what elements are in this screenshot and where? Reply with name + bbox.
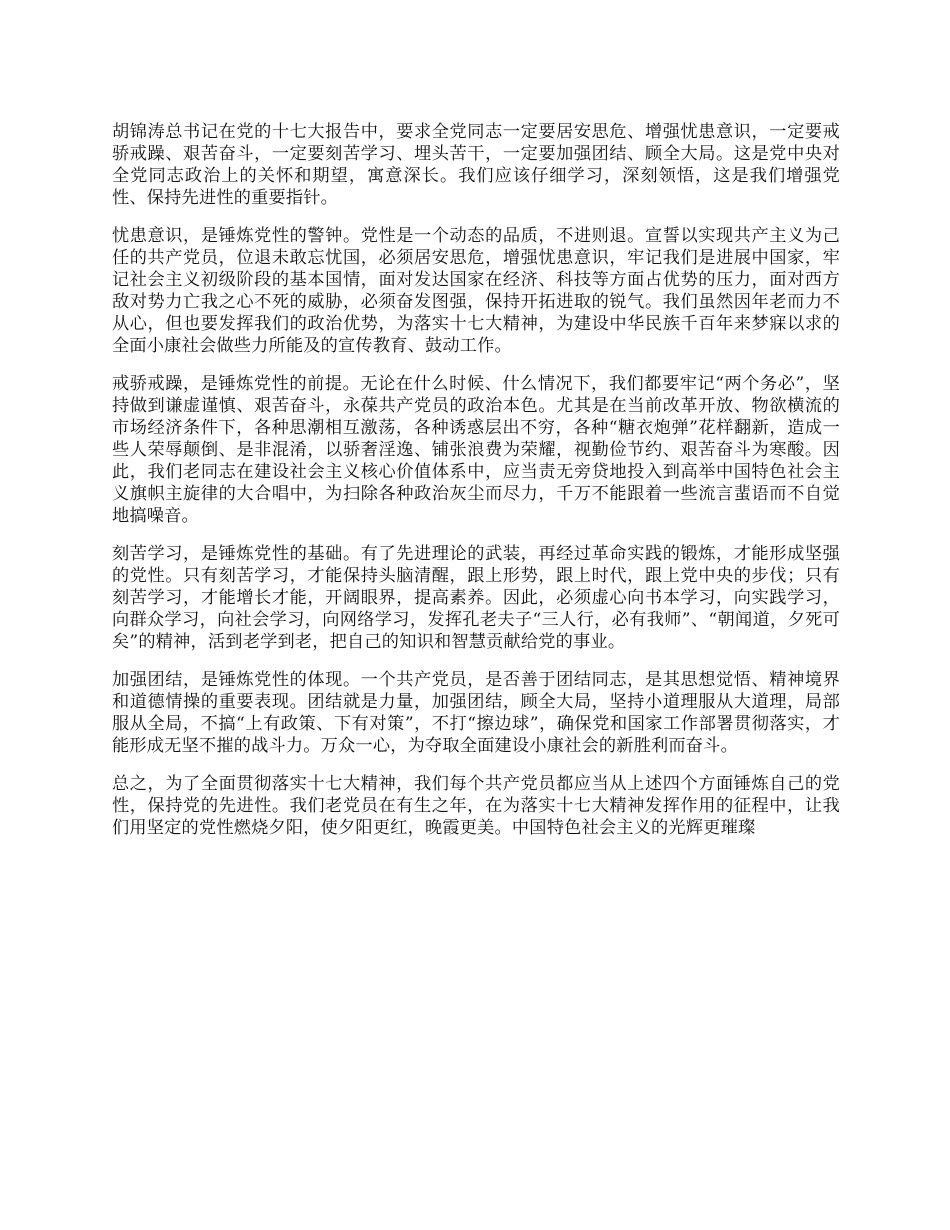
paragraph-unity: 加强团结，是锤炼党性的体现。一个共产党员，是否善于团结同志，是其思想觉悟、精神境界和道德情操的重要表现。团结就是力量，加强团结，顾全大局，坚持小道理服从大道理，局部服从全局，不搞“上有政策、下有对策”，不打“擦边球”，确保党和国家工作部署贯彻落实，才能形成无坚不摧的战斗力。万众一心，为夺取全面建设小康社会的新胜利而奋斗。 [112, 670, 840, 756]
paragraph-crisis-awareness: 忧患意识，是锤炼党性的警钟。党性是一个动态的品质，不进则退。宣誓以实现共产主义为己任的共产党员，位退未敢忘忧国，必须居安思危，增强忧患意识，牢记我们是进展中国家，牢记社会主义初级阶段的基本国情，面对发达国家在经济、科技等方面占优势的压力，面对西方敌对势力亡我之心不死的威胁，必须奋发图强，保持开拓进取的锐气。我们虽然因年老而力不从心，但也要发挥我们的政治优势，为落实十七大精神，为建设中华民族千百年来梦寐以求的全面小康社会做些力所能及的宣传教育、鼓动工作。 [112, 226, 840, 356]
paragraph-study: 刻苦学习，是锤炼党性的基础。有了先进理论的武装，再经过革命实践的锻炼，才能形成坚强的党性。只有刻苦学习，才能保持头脑清醒，跟上形势，跟上时代，跟上党中央的步伐；只有刻苦学习，才能增长才能，开阔眼界，提高素养。因此，必须虚心向书本学习，向实践学习，向群众学习，向社会学习，向网络学习，发挥孔老夫子“三人行，必有我师”、“朝闻道，夕死可矣”的精神，活到老学到老，把自己的知识和智慧贡献给党的事业。 [112, 544, 840, 652]
paragraph-conclusion: 总之，为了全面贯彻落实十七大精神，我们每个共产党员都应当从上述四个方面锤炼自己的党性，保持党的先进性。我们老党员在有生之年，在为落实十七大精神发挥作用的征程中，让我们用坚定的党性燃烧夕阳，使夕阳更红，晚霞更美。中国特色社会主义的光辉更璀璨 [112, 774, 840, 838]
document-body [112, 121, 840, 855]
paragraph-intro: 胡锦涛总书记在党的十七大报告中，要求全党同志一定要居安思危、增强忧患意识，一定要戒骄戒躁、艰苦奋斗，一定要刻苦学习、埋头苦干，一定要加强团结、顾全大局。这是党中央对全党同志政治上的关怀和期望，寓意深长。我们应该仔细学习，深刻领悟，这是我们增强党性、保持先进性的重要指针。 [112, 122, 840, 208]
paragraph-modesty: 戒骄戒躁，是锤炼党性的前提。无论在什么时候、什么情况下，我们都要牢记“两个务必”，坚持做到谦虚谨慎、艰苦奋斗，永葆共产党员的政治本色。尤其是在当前改革开放、物欲横流的市场经济条件下，各种思潮相互激荡，各种诱惑层出不穷，各种“糖衣炮弹”花样翻新，造成一些人荣辱颠倒、是非混淆，以骄奢淫逸、铺张浪费为荣耀，视勤俭节约、艰苦奋斗为寒酸。因此，我们老同志在建设社会主义核心价值体系中，应当责无旁贷地投入到高举中国特色社会主义旗帜主旋律的大合唱中，为扫除各种政治灰尘而尽力，千万不能跟着一些流言蜚语而不自觉地搞噪音。 [112, 374, 840, 526]
